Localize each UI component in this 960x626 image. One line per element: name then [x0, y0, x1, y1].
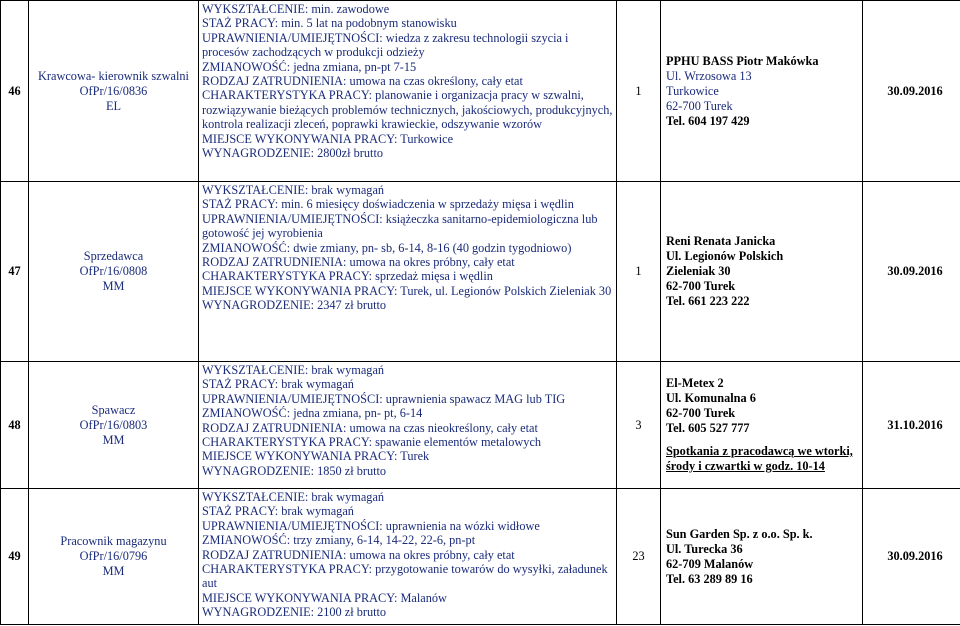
employer-postcode: 62-709 Malanów: [666, 556, 754, 571]
requirement-contract: RODZAJ ZATRUDNIENIA: umowa na czas określony, cały etat: [202, 74, 523, 89]
table-row: [1, 182, 960, 362]
requirement-contract: RODZAJ ZATRUDNIENIA: umowa na okres próbny, cały etat: [202, 547, 515, 562]
employer-phone: Tel. 605 527 777: [666, 421, 750, 435]
offer-date: 30.09.2016: [863, 489, 960, 625]
offer-date: 30.09.2016: [863, 182, 960, 362]
requirement-location: MIEJSCE WYKONYWANIA PRACY: Turkowice: [202, 131, 454, 146]
employer-phone: Tel. 604 197 429: [666, 113, 750, 128]
requirements-cell: [199, 182, 617, 362]
requirement-experience: STAŻ PRACY: brak wymagań: [202, 377, 354, 392]
employer-postcode: 62-700 Turek: [666, 98, 733, 113]
offer-number: 48: [1, 362, 29, 489]
requirement-salary: WYNAGRODZENIE: 2100 zł brutto: [202, 605, 387, 620]
requirements-cell: [199, 362, 617, 489]
vacancy-count: 1: [617, 1, 661, 182]
table-row: [1, 362, 960, 489]
requirement-shifts: ZMIANOWOŚĆ: jedna zmiana, pn- pt, 6-14: [202, 406, 423, 421]
position-title: Sprzedawca: [83, 249, 144, 263]
requirement-education: WYKSZTAŁCENIE: brak wymagań: [202, 490, 385, 504]
vacancy-count: 23: [617, 489, 661, 625]
requirement-description: CHARAKTERYSTYKA PRACY: planowanie i organizacja pracy w szwalni, rozwiązywanie bieżących problemów technicznych, jakościowych, produkcyjnych, kontrola realizacji zleceń, poprawki krawieckie, odszywanie wzorów: [202, 88, 613, 132]
offer-initials: MM: [102, 279, 125, 293]
offer-code: OfPr/16/0836: [79, 83, 148, 98]
position-title: Krawcowa- kierownik szwalni: [38, 68, 189, 83]
requirement-salary: WYNAGRODZENIE: 2800zł brutto: [202, 146, 384, 161]
employer-cell: [661, 1, 863, 182]
requirement-skills: UPRAWNIENIA/UMIEJĘTNOŚCI: uprawnienia spawacz MAG lub TIG: [202, 391, 566, 406]
vacancy-count: 3: [617, 362, 661, 489]
requirement-contract: RODZAJ ZATRUDNIENIA: umowa na czas nieokreślony, cały etat: [202, 420, 538, 435]
requirement-location: MIEJSCE WYKONYWANIA PRACY: Turek: [202, 449, 430, 464]
requirement-location: MIEJSCE WYKONYWANIA PRACY: Turek, ul. Legionów Polskich Zieleniak 30: [202, 283, 612, 298]
requirement-experience: STAŻ PRACY: brak wymagań: [202, 504, 354, 519]
requirement-skills: UPRAWNIENIA/UMIEJĘTNOŚCI: uprawnienia na wózki widłowe: [202, 518, 540, 533]
requirement-shifts: ZMIANOWOŚĆ: trzy zmiany, 6-14, 14-22, 22-6, pn-pt: [202, 533, 476, 548]
employer-name: Sun Garden Sp. z o.o. Sp. k.: [666, 526, 813, 541]
employer-name: Reni Renata Janicka: [666, 234, 776, 248]
offer-initials: EL: [105, 98, 122, 113]
position-title: Spawacz: [91, 402, 136, 417]
offer-date: 30.09.2016: [863, 1, 960, 182]
offer-initials: MM: [102, 564, 125, 578]
employer-postcode: 62-700 Turek: [666, 406, 736, 420]
offer-number: 49: [1, 489, 29, 625]
employer-street: Ul. Legionów Polskich: [666, 249, 784, 263]
requirement-experience: STAŻ PRACY: min. 5 lat na podobnym stanowisku: [202, 16, 457, 31]
offer-number: 46: [1, 1, 29, 182]
requirement-salary: WYNAGRODZENIE: 1850 zł brutto: [202, 463, 387, 478]
requirement-shifts: ZMIANOWOŚĆ: jedna zmiana, pn-pt 7-15: [202, 59, 417, 74]
employer-locality: Turkowice: [666, 83, 719, 98]
requirement-experience: STAŻ PRACY: min. 6 miesięcy doświadczenia w sprzedaży mięsa i wędlin: [202, 197, 574, 212]
employer-street: Ul. Turecka 36: [666, 541, 743, 556]
employer-street: Ul. Wrzosowa 13: [666, 68, 752, 83]
offer-code: OfPr/16/0796: [79, 549, 148, 563]
requirement-salary: WYNAGRODZENIE: 2347 zł brutto: [202, 298, 387, 313]
position-cell: [29, 489, 199, 625]
position-cell: [29, 182, 199, 362]
employer-street: Ul. Komunalna 6: [666, 391, 756, 405]
employer-phone: Tel. 661 223 222: [666, 294, 750, 308]
employer-meeting-note: Spotkania z pracodawcą we wtorki, środy i czwartki w godz. 10-14: [666, 444, 853, 473]
employer-cell: [661, 489, 863, 625]
requirement-location: MIEJSCE WYKONYWANIA PRACY: Malanów: [202, 590, 447, 605]
requirement-shifts: ZMIANOWOŚĆ: dwie zmiany, pn- sb, 6-14, 8-16 (40 godzin tygodniowo): [202, 240, 572, 255]
employer-cell: [661, 362, 863, 489]
employer-name: PPHU BASS Piotr Makówka: [666, 53, 819, 68]
requirement-description: CHARAKTERYSTYKA PRACY: sprzedaż mięsa i wędlin: [202, 269, 493, 284]
employer-postcode: 62-700 Turek: [666, 279, 736, 293]
offer-code: OfPr/16/0808: [79, 264, 148, 278]
employer-cell: [661, 182, 863, 362]
offer-code: OfPr/16/0803: [79, 417, 148, 432]
offer-initials: MM: [102, 432, 125, 447]
requirement-education: WYKSZTAŁCENIE: brak wymagań: [202, 363, 385, 377]
requirement-description: CHARAKTERYSTYKA PRACY: spawanie elementów metalowych: [202, 435, 542, 450]
employer-locality: Zieleniak 30: [666, 264, 731, 278]
table-row: [1, 1, 960, 182]
requirement-education: WYKSZTAŁCENIE: brak wymagań: [202, 183, 385, 197]
requirement-skills: UPRAWNIENIA/UMIEJĘTNOŚCI: wiedza z zakresu technologii szycia i procesów zachodzących w produkcji odzieży: [202, 30, 569, 60]
requirement-contract: RODZAJ ZATRUDNIENIA: umowa na okres próbny, cały etat: [202, 255, 515, 270]
requirement-education: WYKSZTAŁCENIE: min. zawodowe: [202, 2, 390, 16]
requirement-skills: UPRAWNIENIA/UMIEJĘTNOŚCI: książeczka sanitarno-epidemiologiczna lub gotowość jej wyrobienia: [202, 211, 598, 241]
employer-name: El-Metex 2: [666, 376, 724, 390]
employer-phone: Tel. 63 289 89 16: [666, 571, 753, 586]
employer-spacer: [666, 436, 862, 444]
vacancy-count: 1: [617, 182, 661, 362]
position-cell: [29, 362, 199, 489]
offer-date: 31.10.2016: [863, 362, 960, 489]
position-cell: [29, 1, 199, 182]
requirement-description: CHARAKTERYSTYKA PRACY: przygotowanie towarów do wysyłki, załadunek aut: [202, 562, 608, 591]
offer-number: 47: [1, 182, 29, 362]
position-title: Pracownik magazynu: [60, 534, 167, 548]
table-row: [1, 489, 960, 625]
requirements-cell: [199, 489, 617, 625]
requirements-cell: [199, 1, 617, 182]
